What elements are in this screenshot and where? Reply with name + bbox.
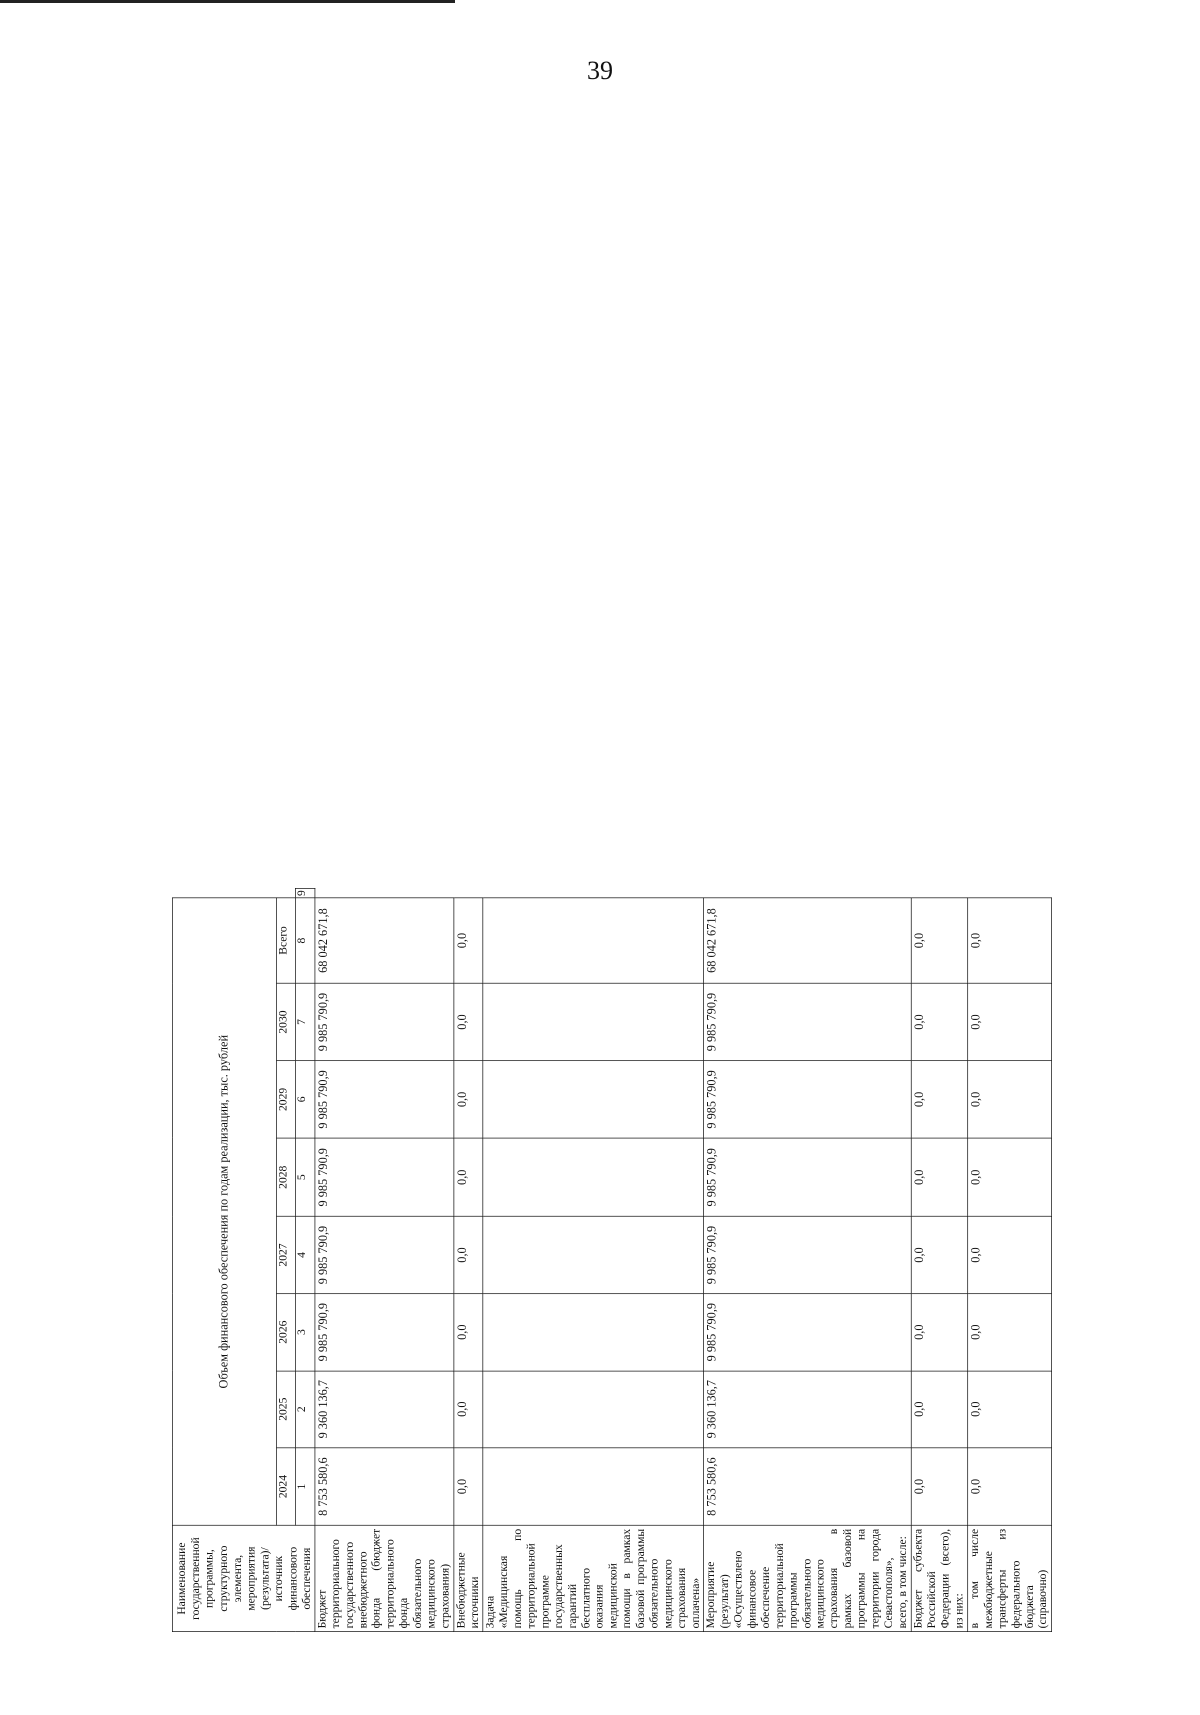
value-cell: 0,0 <box>911 983 968 1061</box>
rotated-table-container <box>172 888 1052 1632</box>
value-cell: 9 985 790,9 <box>704 1216 911 1293</box>
header-column-number: 6 <box>296 1061 315 1138</box>
header-name-column: Наименование государственной программы, структурного элемента, мероприятия (результата)/источник финансового обеспечения <box>172 1526 314 1632</box>
header-column-number: 9 <box>296 888 315 897</box>
header-year: 2028 <box>276 1138 295 1216</box>
value-cell: 0,0 <box>911 1138 968 1216</box>
header-column-number: 1 <box>296 1448 315 1526</box>
value-cell: 0,0 <box>968 1138 1052 1216</box>
value-cell: 9 985 790,9 <box>315 983 454 1061</box>
table-row <box>454 888 483 1631</box>
scan-edge-line <box>0 0 455 3</box>
header-years-row <box>276 888 295 1631</box>
table-body <box>315 888 1052 1631</box>
header-year: 2027 <box>276 1216 295 1293</box>
page-number: 39 <box>587 56 613 85</box>
header-column-number: 7 <box>296 983 315 1061</box>
header-year: Всего <box>276 898 295 983</box>
value-cell <box>483 1294 704 1371</box>
value-cell: 0,0 <box>968 1216 1052 1293</box>
header-column-number: 3 <box>296 1294 315 1371</box>
value-cell <box>483 1138 704 1216</box>
value-cell <box>483 898 704 983</box>
header-year: 2029 <box>276 1061 295 1138</box>
value-cell: 9 985 790,9 <box>704 1138 911 1216</box>
value-cell <box>483 1371 704 1448</box>
value-cell: 0,0 <box>454 1448 483 1526</box>
value-cell: 0,0 <box>968 1448 1052 1526</box>
value-cell: 0,0 <box>454 1061 483 1138</box>
row-label: Внебюджетные источники <box>454 1526 483 1632</box>
row-label: Бюджет субъекта Российской Федерации (всего), из них: <box>911 1526 968 1632</box>
table-row <box>315 888 454 1631</box>
value-cell: 9 985 790,9 <box>704 1294 911 1371</box>
value-cell: 0,0 <box>968 983 1052 1061</box>
row-label: Бюджет территориального государственного внебюджетного фонда (бюджет территориального фонда обязательного медицинского страхования) <box>315 1526 454 1632</box>
value-cell: 0,0 <box>454 1216 483 1293</box>
header-year: 2030 <box>276 983 295 1061</box>
header-index-row <box>296 888 315 1631</box>
value-cell: 0,0 <box>454 1371 483 1448</box>
value-cell: 9 360 136,7 <box>315 1371 454 1448</box>
value-cell: 0,0 <box>968 1061 1052 1138</box>
value-cell: 9 985 790,9 <box>315 1216 454 1293</box>
value-cell: 0,0 <box>968 898 1052 983</box>
header-column-number: 4 <box>296 1216 315 1293</box>
value-cell: 0,0 <box>911 1294 968 1371</box>
header-year: 2025 <box>276 1371 295 1448</box>
table-row <box>704 888 911 1631</box>
value-cell: 8 753 580,6 <box>704 1448 911 1526</box>
row-label: в том числе межбюджетные трансферты из федерального бюджета (справочно) <box>968 1526 1052 1632</box>
value-cell <box>483 983 704 1061</box>
value-cell: 9 360 136,7 <box>704 1371 911 1448</box>
value-cell: 0,0 <box>968 1294 1052 1371</box>
header-financing-volume: Объем финансового обеспечения по годам реализации, тыс. рублей <box>172 898 276 1526</box>
value-cell: 9 985 790,9 <box>315 1294 454 1371</box>
value-cell: 9 985 790,9 <box>315 1061 454 1138</box>
table-row <box>483 888 704 1631</box>
header-column-number: 8 <box>296 898 315 983</box>
header-year: 2026 <box>276 1294 295 1371</box>
value-cell: 0,0 <box>911 1216 968 1293</box>
table-row <box>968 888 1052 1631</box>
value-cell: 68 042 671,8 <box>315 898 454 983</box>
value-cell: 0,0 <box>911 1371 968 1448</box>
value-cell <box>483 1448 704 1526</box>
value-cell: 8 753 580,6 <box>315 1448 454 1526</box>
value-cell <box>483 1216 704 1293</box>
financing-table <box>172 888 1052 1632</box>
value-cell: 0,0 <box>911 1061 968 1138</box>
value-cell: 9 985 790,9 <box>704 1061 911 1138</box>
value-cell: 0,0 <box>911 898 968 983</box>
value-cell: 0,0 <box>454 1138 483 1216</box>
value-cell: 0,0 <box>911 1448 968 1526</box>
value-cell: 0,0 <box>454 898 483 983</box>
header-column-number: 5 <box>296 1138 315 1216</box>
value-cell: 68 042 671,8 <box>704 898 911 983</box>
value-cell: 0,0 <box>454 983 483 1061</box>
header-year: 2024 <box>276 1448 295 1526</box>
table-row <box>911 888 968 1631</box>
header-column-number: 2 <box>296 1371 315 1448</box>
value-cell: 0,0 <box>454 1294 483 1371</box>
value-cell: 9 985 790,9 <box>704 983 911 1061</box>
row-label: Мероприятие (результат) «Осуществлено финансовое обеспечение территориальной программы обязательного медицинского страхования в рамках базовой программы на территории города Севастополя», всего, в том числе: <box>704 1526 911 1632</box>
value-cell: 0,0 <box>968 1371 1052 1448</box>
value-cell <box>483 1061 704 1138</box>
row-label: Задача «Медицинская помощь по территориальной программе государственных гарантий бесплатного оказания медицинской помощи в рамках базовой программы обязательного медицинского страхования оплачена» <box>483 1526 704 1632</box>
value-cell: 9 985 790,9 <box>315 1138 454 1216</box>
